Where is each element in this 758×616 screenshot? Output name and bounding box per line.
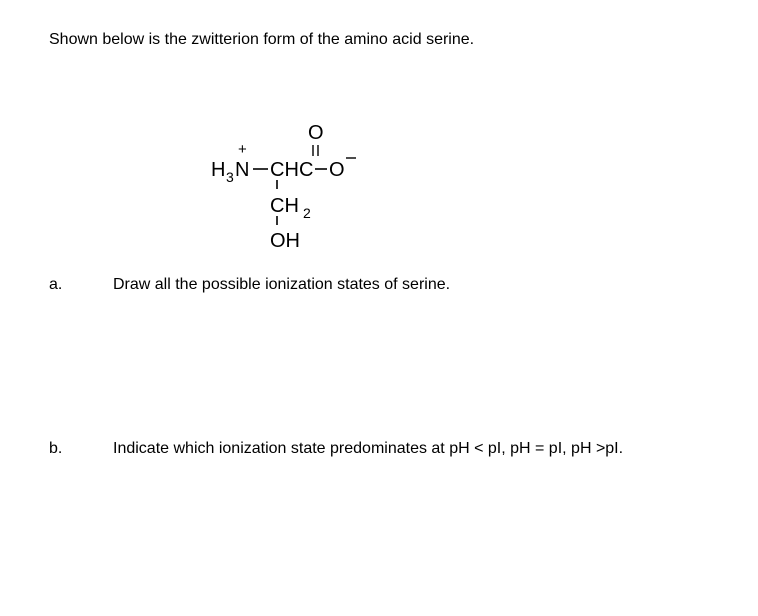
side-chain-carbon: CH <box>270 195 299 217</box>
question-b-label: b. <box>49 440 63 457</box>
amine-hydrogen-count: 3 <box>226 169 234 185</box>
question-a-label: a. <box>49 276 63 293</box>
carbonyl-oxygen: O <box>308 122 324 144</box>
amine-nitrogen: N <box>235 159 250 181</box>
alpha-carbon: CH <box>270 159 299 181</box>
side-chain-hydrogen-count: 2 <box>303 205 311 221</box>
intro-text: Shown below is the zwitterion form of the amino acid serine. <box>49 31 475 48</box>
amine-hydrogen: H <box>211 159 226 181</box>
carbonyl-carbon: C <box>299 159 314 181</box>
serine-zwitterion-structure <box>205 118 395 258</box>
question-a-text: Draw all the possible ionization states of serine. <box>113 276 451 293</box>
carboxylate-oxygen: O <box>329 159 345 181</box>
amine-positive-charge: + <box>238 141 247 158</box>
question-b-text: Indicate which ionization state predominates at pH < pI, pH = pI, pH >pI. <box>113 440 624 457</box>
hydroxyl-group: OH <box>270 230 300 252</box>
